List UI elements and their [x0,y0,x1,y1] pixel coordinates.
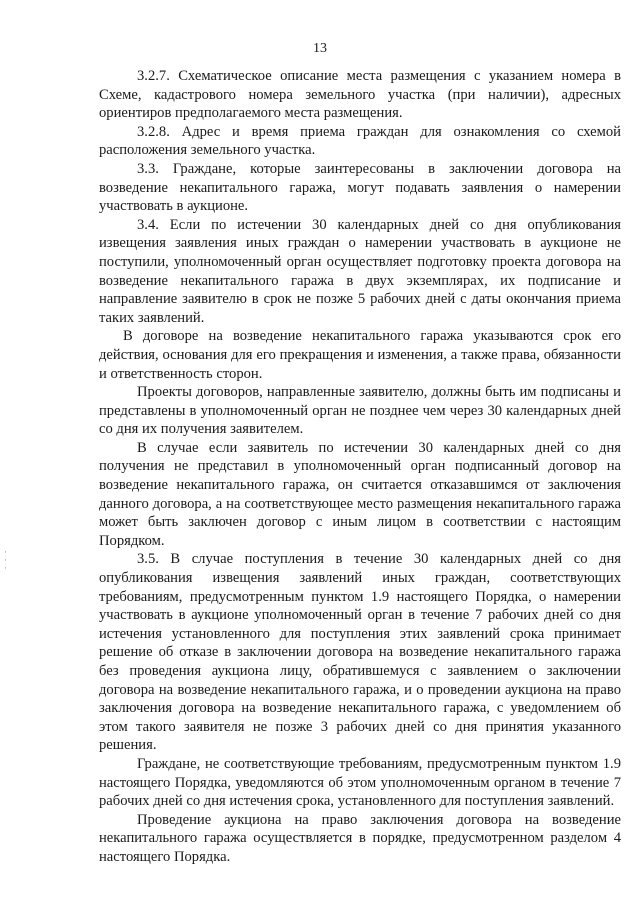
paragraph-3-4: 3.4. Если по истечении 30 календарных дней со дня опубликования извещения заявления иных граждан о намерении участвовать в аукционе не поступили, уполномоченный орган осуществляет подготовку проекта договора на возведение некапитального гаража в двух экземплярах, их подписание и направление заявителю в срок не позже 5 рабочих дней с даты окончания приема таких заявлений. [99,216,621,326]
paragraph-refusal-case: В случае если заявитель по истечении 30 календарных дней со дня получения не представил в уполномоченный орган подписанный договор на возведение некапитального гаража, он считается отказавшимся от заключения данного договора, а на соответствующее место размещения некапитального гаража может быть заключен договор с иным лицом в соответствии с настоящим Порядком. [99,439,621,549]
paragraph-3-3: 3.3. Граждане, которые заинтересованы в заключении договора на возведение некапитального гаража, могут подавать заявления о намерении участвовать в аукционе. [99,160,621,215]
document-body [99,67,621,867]
paragraph-3-5: 3.5. В случае поступления в течение 30 календарных дней со дня опубликования извещения заявлений иных граждан, соответствующих требованиям, предусмотренным пунктом 1.9 настоящего Порядка, о намерении участвовать в аукционе уполномоченный орган в течение 7 рабочих дней со дня истечения установленного для поступления этих заявлений срока принимает решение об отказе в заключении договора на возведение некапитального гаража без проведения аукциона лицу, обратившемуся с заявлением о заключении договора на возведение некапитального гаража, и о проведении аукциона на право заключения договора на возведение некапитального гаража, с уведомлением об этом такого заявителя не позже 3 рабочих дней со дня принятия указанного решения. [99,551,621,754]
paragraph-draft-contracts: Проекты договоров, направленные заявителю, должны быть им подписаны и представлены в уполномоченный орган не позднее чем через 30 календарных дней со дня их получения заявителем. [99,384,621,438]
scan-margin-mark: · · · [4,547,7,573]
paragraph-3-2-7: 3.2.7. Схематическое описание места размещения с указанием номера в Схеме, кадастрового номера земельного участка (при наличии), адресных ориентиров предполагаемого места размещения. [99,68,621,122]
paragraph-noncompliant-citizens: Граждане, не соответствующие требованиям, предусмотренным пунктом 1.9 настоящего Порядка, уведомляются об этом уполномоченным органом в течение 7 рабочих дней со дня истечения срока, установленного для поступления заявлений. [99,755,621,810]
page-number: 13 [313,41,327,56]
paragraph-contract-terms: В договоре на возведение некапитального гаража указываются срок его действия, основания для его прекращения и изменения, а также права, обязанности и ответственность сторон. [99,328,621,382]
paragraph-auction-procedure: Проведение аукциона на право заключения договора на возведение некапитального гаража осуществляется в порядке, предусмотренном разделом 4 настоящего Порядка. [99,811,621,865]
paragraph-3-2-8: 3.2.8. Адрес и время приема граждан для ознакомления со схемой расположения земельного участка. [99,123,621,159]
